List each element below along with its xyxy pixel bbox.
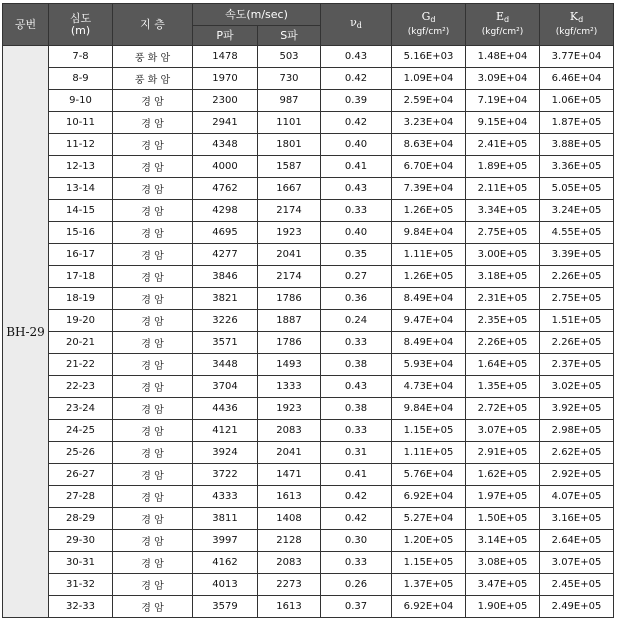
cell-depth: 9-10 [49, 90, 113, 112]
cell-depth: 8-9 [49, 68, 113, 90]
cell-depth: 32-33 [49, 596, 113, 618]
table-row [3, 332, 614, 354]
cell-bulk-modulus: 6.46E+04 [540, 68, 614, 90]
cell-strata: 경 암 [113, 420, 193, 442]
cell-bulk-modulus: 3.16E+05 [540, 508, 614, 530]
header-bulk-modulus [540, 4, 614, 46]
cell-elastic-modulus: 1.50E+05 [466, 508, 540, 530]
cell-strata: 경 암 [113, 244, 193, 266]
cell-p-wave: 3997 [193, 530, 258, 552]
cell-p-wave: 4333 [193, 486, 258, 508]
table-row [3, 112, 614, 134]
cell-shear-modulus: 9.84E+04 [392, 398, 466, 420]
cell-p-wave: 4000 [193, 156, 258, 178]
table-body [3, 46, 614, 618]
cell-s-wave: 1887 [258, 310, 321, 332]
header-g-subscript: d [430, 15, 436, 24]
cell-s-wave: 503 [258, 46, 321, 68]
cell-poisson: 0.43 [321, 178, 392, 200]
header-s-wave: S파 [258, 26, 321, 46]
cell-s-wave: 1333 [258, 376, 321, 398]
cell-depth: 25-26 [49, 442, 113, 464]
cell-shear-modulus: 1.09E+04 [392, 68, 466, 90]
table-row [3, 486, 614, 508]
table-row [3, 530, 614, 552]
cell-poisson: 0.43 [321, 46, 392, 68]
cell-p-wave: 3846 [193, 266, 258, 288]
cell-shear-modulus: 2.59E+04 [392, 90, 466, 112]
cell-elastic-modulus: 2.31E+05 [466, 288, 540, 310]
cell-depth: 7-8 [49, 46, 113, 68]
header-poisson-symbol: ν [350, 16, 357, 29]
cell-shear-modulus: 9.84E+04 [392, 222, 466, 244]
cell-depth: 24-25 [49, 420, 113, 442]
cell-poisson: 0.41 [321, 156, 392, 178]
cell-s-wave: 1471 [258, 464, 321, 486]
cell-poisson: 0.40 [321, 222, 392, 244]
cell-elastic-modulus: 3.08E+05 [466, 552, 540, 574]
cell-poisson: 0.33 [321, 200, 392, 222]
header-e-subscript: d [503, 15, 510, 24]
cell-s-wave: 2083 [258, 420, 321, 442]
table-row [3, 46, 614, 68]
cell-bulk-modulus: 2.45E+05 [540, 574, 614, 596]
cell-shear-modulus: 5.93E+04 [392, 354, 466, 376]
borehole-id: BH-29 [3, 46, 49, 618]
cell-depth: 15-16 [49, 222, 113, 244]
cell-p-wave: 4298 [193, 200, 258, 222]
cell-depth: 16-17 [49, 244, 113, 266]
table-row [3, 376, 614, 398]
cell-elastic-modulus: 3.34E+05 [466, 200, 540, 222]
header-e-symbol: E [495, 10, 504, 23]
cell-shear-modulus: 8.49E+04 [392, 288, 466, 310]
table-row [3, 134, 614, 156]
cell-elastic-modulus: 3.47E+05 [466, 574, 540, 596]
cell-p-wave: 3226 [193, 310, 258, 332]
cell-bulk-modulus: 3.36E+05 [540, 156, 614, 178]
cell-poisson: 0.38 [321, 354, 392, 376]
cell-p-wave: 2300 [193, 90, 258, 112]
cell-shear-modulus: 4.73E+04 [392, 376, 466, 398]
cell-bulk-modulus: 2.26E+05 [540, 332, 614, 354]
cell-p-wave: 3704 [193, 376, 258, 398]
cell-bulk-modulus: 4.07E+05 [540, 486, 614, 508]
cell-p-wave: 1970 [193, 68, 258, 90]
cell-elastic-modulus: 2.41E+05 [466, 134, 540, 156]
header-k-subscript: d [578, 15, 584, 24]
cell-bulk-modulus: 1.06E+05 [540, 90, 614, 112]
cell-poisson: 0.36 [321, 288, 392, 310]
cell-p-wave: 4277 [193, 244, 258, 266]
cell-shear-modulus: 1.11E+05 [392, 442, 466, 464]
table-row [3, 398, 614, 420]
header-k-symbol: K [569, 10, 579, 23]
cell-elastic-modulus: 7.19E+04 [466, 90, 540, 112]
table-row [3, 464, 614, 486]
cell-elastic-modulus: 3.14E+05 [466, 530, 540, 552]
cell-strata: 경 암 [113, 398, 193, 420]
cell-depth: 21-22 [49, 354, 113, 376]
table-row [3, 90, 614, 112]
cell-shear-modulus: 7.39E+04 [392, 178, 466, 200]
cell-p-wave: 4162 [193, 552, 258, 574]
cell-elastic-modulus: 2.72E+05 [466, 398, 540, 420]
cell-strata: 풍 화 암 [113, 68, 193, 90]
header-e-unit: (kgf/cm²) [481, 27, 524, 37]
cell-depth: 29-30 [49, 530, 113, 552]
cell-s-wave: 1101 [258, 112, 321, 134]
cell-s-wave: 1493 [258, 354, 321, 376]
table-row [3, 244, 614, 266]
cell-p-wave: 4013 [193, 574, 258, 596]
cell-poisson: 0.26 [321, 574, 392, 596]
cell-strata: 경 암 [113, 134, 193, 156]
cell-poisson: 0.31 [321, 442, 392, 464]
table-row [3, 178, 614, 200]
cell-strata: 경 암 [113, 508, 193, 530]
cell-shear-modulus: 6.92E+04 [392, 486, 466, 508]
cell-bulk-modulus: 3.39E+05 [540, 244, 614, 266]
cell-bulk-modulus: 3.77E+04 [540, 46, 614, 68]
header-g-unit: (kgf/cm²) [407, 27, 450, 37]
cell-poisson: 0.42 [321, 508, 392, 530]
cell-shear-modulus: 3.23E+04 [392, 112, 466, 134]
cell-poisson: 0.40 [321, 134, 392, 156]
cell-elastic-modulus: 1.89E+05 [466, 156, 540, 178]
cell-depth: 19-20 [49, 310, 113, 332]
cell-strata: 경 암 [113, 222, 193, 244]
table-row [3, 552, 614, 574]
cell-bulk-modulus: 3.92E+05 [540, 398, 614, 420]
cell-poisson: 0.42 [321, 486, 392, 508]
cell-poisson: 0.33 [321, 552, 392, 574]
cell-poisson: 0.42 [321, 68, 392, 90]
cell-strata: 경 암 [113, 266, 193, 288]
cell-strata: 경 암 [113, 310, 193, 332]
table-header [3, 4, 614, 46]
cell-elastic-modulus: 9.15E+04 [466, 112, 540, 134]
cell-p-wave: 3924 [193, 442, 258, 464]
cell-bulk-modulus: 2.62E+05 [540, 442, 614, 464]
cell-elastic-modulus: 2.26E+05 [466, 332, 540, 354]
header-elastic-modulus [466, 4, 540, 46]
cell-poisson: 0.33 [321, 332, 392, 354]
cell-bulk-modulus: 1.51E+05 [540, 310, 614, 332]
cell-p-wave: 4762 [193, 178, 258, 200]
header-g-symbol: G [421, 10, 431, 23]
cell-s-wave: 1667 [258, 178, 321, 200]
cell-poisson: 0.35 [321, 244, 392, 266]
cell-elastic-modulus: 2.35E+05 [466, 310, 540, 332]
cell-bulk-modulus: 3.02E+05 [540, 376, 614, 398]
table-row [3, 574, 614, 596]
cell-bulk-modulus: 2.49E+05 [540, 596, 614, 618]
cell-depth: 12-13 [49, 156, 113, 178]
cell-s-wave: 1786 [258, 288, 321, 310]
cell-strata: 경 암 [113, 112, 193, 134]
cell-depth: 10-11 [49, 112, 113, 134]
cell-poisson: 0.39 [321, 90, 392, 112]
cell-p-wave: 3579 [193, 596, 258, 618]
cell-p-wave: 2941 [193, 112, 258, 134]
header-poisson [321, 4, 392, 46]
cell-shear-modulus: 8.49E+04 [392, 332, 466, 354]
cell-strata: 경 암 [113, 552, 193, 574]
cell-s-wave: 2041 [258, 244, 321, 266]
header-shear-modulus [392, 4, 466, 46]
cell-p-wave: 3571 [193, 332, 258, 354]
cell-poisson: 0.30 [321, 530, 392, 552]
cell-elastic-modulus: 1.62E+05 [466, 464, 540, 486]
cell-poisson: 0.41 [321, 464, 392, 486]
cell-shear-modulus: 1.15E+05 [392, 552, 466, 574]
cell-shear-modulus: 1.20E+05 [392, 530, 466, 552]
header-strata: 지 층 [113, 4, 193, 46]
table-row [3, 68, 614, 90]
cell-elastic-modulus: 1.97E+05 [466, 486, 540, 508]
cell-elastic-modulus: 1.35E+05 [466, 376, 540, 398]
table-row [3, 310, 614, 332]
cell-elastic-modulus: 1.64E+05 [466, 354, 540, 376]
cell-strata: 경 암 [113, 90, 193, 112]
cell-shear-modulus: 1.26E+05 [392, 266, 466, 288]
cell-shear-modulus: 1.15E+05 [392, 420, 466, 442]
table-row [3, 266, 614, 288]
header-velocity: 속도(m/sec) [193, 4, 321, 26]
cell-poisson: 0.38 [321, 398, 392, 420]
table-row [3, 354, 614, 376]
cell-s-wave: 2174 [258, 266, 321, 288]
cell-p-wave: 3811 [193, 508, 258, 530]
header-depth-label: 심도 [69, 11, 92, 25]
cell-poisson: 0.33 [321, 420, 392, 442]
header-poisson-subscript: d [356, 21, 362, 30]
header-depth [49, 4, 113, 46]
table-row [3, 442, 614, 464]
cell-depth: 18-19 [49, 288, 113, 310]
cell-bulk-modulus: 2.98E+05 [540, 420, 614, 442]
cell-strata: 경 암 [113, 574, 193, 596]
cell-elastic-modulus: 3.09E+04 [466, 68, 540, 90]
cell-poisson: 0.43 [321, 376, 392, 398]
cell-elastic-modulus: 2.75E+05 [466, 222, 540, 244]
table-row [3, 508, 614, 530]
header-depth-unit: (m) [70, 23, 91, 37]
cell-strata: 경 암 [113, 442, 193, 464]
cell-s-wave: 2174 [258, 200, 321, 222]
cell-s-wave: 2083 [258, 552, 321, 574]
cell-shear-modulus: 9.47E+04 [392, 310, 466, 332]
cell-strata: 경 암 [113, 596, 193, 618]
cell-elastic-modulus: 2.11E+05 [466, 178, 540, 200]
cell-s-wave: 1923 [258, 398, 321, 420]
cell-elastic-modulus: 3.00E+05 [466, 244, 540, 266]
cell-strata: 경 암 [113, 530, 193, 552]
cell-s-wave: 2041 [258, 442, 321, 464]
cell-strata: 풍 화 암 [113, 46, 193, 68]
header-borehole: 공번 [3, 4, 49, 46]
cell-elastic-modulus: 3.07E+05 [466, 420, 540, 442]
cell-depth: 14-15 [49, 200, 113, 222]
cell-p-wave: 4348 [193, 134, 258, 156]
cell-depth: 31-32 [49, 574, 113, 596]
cell-p-wave: 3821 [193, 288, 258, 310]
cell-depth: 17-18 [49, 266, 113, 288]
cell-p-wave: 1478 [193, 46, 258, 68]
cell-bulk-modulus: 3.07E+05 [540, 552, 614, 574]
cell-depth: 11-12 [49, 134, 113, 156]
cell-depth: 26-27 [49, 464, 113, 486]
cell-strata: 경 암 [113, 178, 193, 200]
cell-elastic-modulus: 3.18E+05 [466, 266, 540, 288]
cell-poisson: 0.37 [321, 596, 392, 618]
cell-bulk-modulus: 3.24E+05 [540, 200, 614, 222]
cell-strata: 경 암 [113, 200, 193, 222]
cell-strata: 경 암 [113, 156, 193, 178]
cell-strata: 경 암 [113, 332, 193, 354]
table-row [3, 596, 614, 618]
cell-depth: 27-28 [49, 486, 113, 508]
cell-shear-modulus: 5.27E+04 [392, 508, 466, 530]
cell-strata: 경 암 [113, 486, 193, 508]
table-row [3, 222, 614, 244]
cell-depth: 30-31 [49, 552, 113, 574]
cell-shear-modulus: 1.11E+05 [392, 244, 466, 266]
cell-s-wave: 1587 [258, 156, 321, 178]
cell-s-wave: 1408 [258, 508, 321, 530]
cell-shear-modulus: 1.26E+05 [392, 200, 466, 222]
cell-strata: 경 암 [113, 288, 193, 310]
cell-shear-modulus: 8.63E+04 [392, 134, 466, 156]
cell-bulk-modulus: 2.37E+05 [540, 354, 614, 376]
header-p-wave: P파 [193, 26, 258, 46]
cell-bulk-modulus: 2.75E+05 [540, 288, 614, 310]
cell-elastic-modulus: 1.48E+04 [466, 46, 540, 68]
cell-depth: 28-29 [49, 508, 113, 530]
cell-s-wave: 730 [258, 68, 321, 90]
cell-depth: 23-24 [49, 398, 113, 420]
cell-shear-modulus: 6.70E+04 [392, 156, 466, 178]
cell-shear-modulus: 5.16E+03 [392, 46, 466, 68]
header-k-unit: (kgf/cm²) [555, 27, 598, 37]
table-row [3, 200, 614, 222]
cell-bulk-modulus: 2.64E+05 [540, 530, 614, 552]
cell-s-wave: 2128 [258, 530, 321, 552]
cell-poisson: 0.27 [321, 266, 392, 288]
cell-shear-modulus: 5.76E+04 [392, 464, 466, 486]
cell-depth: 13-14 [49, 178, 113, 200]
cell-s-wave: 987 [258, 90, 321, 112]
cell-p-wave: 4121 [193, 420, 258, 442]
cell-shear-modulus: 6.92E+04 [392, 596, 466, 618]
table-row [3, 288, 614, 310]
cell-s-wave: 1923 [258, 222, 321, 244]
cell-depth: 20-21 [49, 332, 113, 354]
cell-bulk-modulus: 5.05E+05 [540, 178, 614, 200]
cell-p-wave: 4695 [193, 222, 258, 244]
cell-p-wave: 4436 [193, 398, 258, 420]
cell-s-wave: 1613 [258, 486, 321, 508]
cell-elastic-modulus: 2.91E+05 [466, 442, 540, 464]
dynamic-properties-table [2, 3, 614, 618]
cell-strata: 경 암 [113, 354, 193, 376]
cell-poisson: 0.42 [321, 112, 392, 134]
cell-strata: 경 암 [113, 376, 193, 398]
cell-depth: 22-23 [49, 376, 113, 398]
cell-bulk-modulus: 2.26E+05 [540, 266, 614, 288]
cell-bulk-modulus: 1.87E+05 [540, 112, 614, 134]
cell-s-wave: 1786 [258, 332, 321, 354]
table-row [3, 156, 614, 178]
cell-bulk-modulus: 3.88E+05 [540, 134, 614, 156]
cell-bulk-modulus: 4.55E+05 [540, 222, 614, 244]
cell-p-wave: 3722 [193, 464, 258, 486]
cell-s-wave: 1801 [258, 134, 321, 156]
cell-s-wave: 1613 [258, 596, 321, 618]
cell-bulk-modulus: 2.92E+05 [540, 464, 614, 486]
cell-p-wave: 3448 [193, 354, 258, 376]
cell-strata: 경 암 [113, 464, 193, 486]
cell-shear-modulus: 1.37E+05 [392, 574, 466, 596]
cell-s-wave: 2273 [258, 574, 321, 596]
table-row [3, 420, 614, 442]
cell-elastic-modulus: 1.90E+05 [466, 596, 540, 618]
cell-poisson: 0.24 [321, 310, 392, 332]
